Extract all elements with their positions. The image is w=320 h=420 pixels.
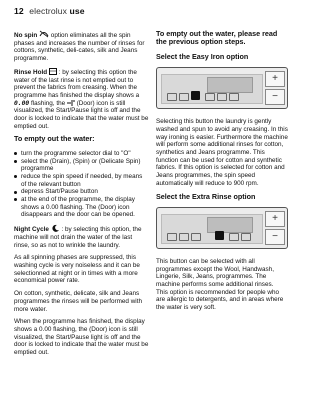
night-cycle-text: : by selecting this option, the machine will not drain the water of the last rinse, so as not to wrinkle the laundry. — [14, 226, 142, 249]
option-icon — [179, 233, 189, 241]
right-column — [156, 30, 288, 317]
minus-button[interactable]: − — [265, 89, 285, 105]
empty-out-reference: To empty out the water, please read the previous option steps. — [156, 29, 278, 47]
rinse-hold-text: : by selecting this option the water of the last rinse is not emptied out to prevent the fabrics from creasing. When the programme has finished the display shows a — [14, 68, 140, 99]
list-item: turn the programme selector dial to "O" — [14, 150, 149, 158]
extra-rinse-highlight-icon[interactable] — [215, 231, 224, 240]
brand-name: electrolux — [29, 6, 68, 16]
night-cycle-paragraph — [14, 224, 149, 249]
easy-iron-text: Selecting this button the laundry is gently washed and spun to avoid any creasing. In this way ironing is easier. Furthermore the machine will perform some additional rinses for cotton, synthetics and Jeans programme. This function can be used for cotton and synthetic fabrics. If this option is selected for cotton and Jeans programmes, the spin speed automatically will reduce to 900 rpm. — [156, 118, 288, 187]
option-icon — [205, 93, 215, 101]
left-column — [14, 30, 149, 362]
minus-button[interactable]: − — [265, 229, 285, 245]
no-spin-text: option eliminates all the spin phases and increases the number of rinses for cottons, synthetic, deli-cates, silk and Jeans programme. — [14, 32, 145, 63]
extra-rinse-text: This button can be selected with all programmes except the Wool, Handwash, Lingerie, Silk, Jeans, programmes. The machine performs some additional rinses. This option is recommended for people who are allergic to detergents, and in areas where the water is very soft. — [156, 257, 284, 312]
control-panel-extra-rinse — [156, 207, 288, 249]
paragraph: When the programme has finished, the display shows a 0.00 flashing, the (Door) icon is still visualized, the Start/Pause light is off and the door is locked to indicate that the water must be emptied out. — [14, 318, 149, 357]
section-name: use — [69, 6, 85, 16]
list-item: reduce the spin speed if needed, by means of the relevant button — [14, 173, 149, 188]
no-spin-title: No spin — [14, 32, 38, 39]
option-icon — [229, 233, 239, 241]
panel-display — [207, 217, 253, 233]
rinse-hold-text-3: (Door) icon is still visualized, the Start/Pause light is off and the door is locked to indicate that the water must be emptied out. — [14, 99, 149, 130]
empty-out-list — [14, 150, 149, 219]
door-icon — [67, 100, 75, 106]
option-icon — [167, 233, 177, 241]
option-icon — [241, 233, 251, 241]
empty-out-heading: To empty out the water: — [14, 134, 95, 144]
paragraph: As all spinning phases are suppressed, this washing cycle is very noiseless and it can be selectionned at night or in times with a more economical power rate. — [14, 254, 140, 285]
night-cycle-icon — [51, 224, 60, 232]
page-header — [14, 6, 85, 16]
rinse-hold-paragraph — [14, 68, 149, 131]
night-cycle-title: Night Cycle — [14, 226, 49, 234]
panel-display — [207, 77, 253, 93]
list-item: depress Start/Pause button — [14, 188, 149, 196]
option-icon — [217, 93, 227, 101]
option-icon — [167, 93, 177, 101]
no-spin-paragraph — [14, 30, 149, 63]
easy-iron-highlight-icon[interactable] — [191, 91, 200, 100]
plus-button[interactable]: + — [265, 211, 285, 227]
option-icon — [179, 93, 189, 101]
page-number: 12 — [14, 6, 24, 16]
rinse-hold-icon — [49, 68, 57, 75]
control-panel-easy-iron — [156, 67, 288, 109]
display-digits: 0.00 — [14, 99, 30, 107]
no-spin-icon — [39, 30, 49, 38]
list-item: at the end of the programme, the display shows a 0.00 flashing. The (Door) icon disappears and the door can be opened. — [14, 196, 149, 219]
extra-rinse-heading: Select the Extra Rinse option — [156, 191, 256, 201]
rinse-hold-text-2: flashing, the — [30, 99, 66, 107]
option-icon — [229, 93, 239, 101]
list-item: select the (Drain), (Spin) or (Delicate Spin) programme — [14, 158, 149, 173]
easy-iron-heading: Select the Easy Iron option — [156, 51, 249, 61]
paragraph: On cotton, synthetic, delicate, silk and Jeans programmes the rinses will be performed with more water. — [14, 290, 142, 313]
rinse-hold-title: Rinse Hold — [14, 68, 48, 76]
option-icon — [191, 233, 201, 241]
plus-button[interactable]: + — [265, 71, 285, 87]
